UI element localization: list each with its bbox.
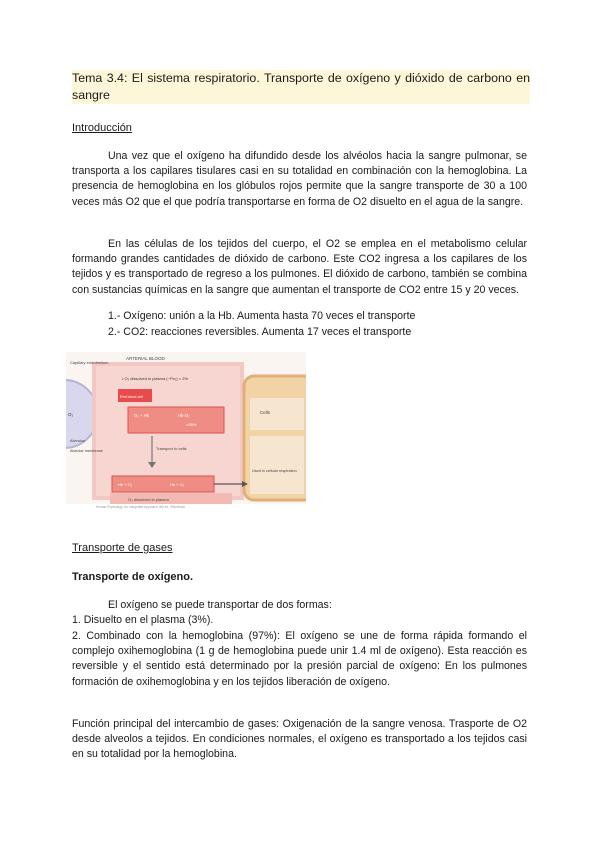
transport-lead: El oxígeno se puede transportar de dos formas: bbox=[108, 599, 332, 611]
cells-label: Cells bbox=[260, 410, 271, 415]
capillary-label: Capillary endothelium bbox=[70, 360, 109, 365]
page-title: Tema 3.4: El sistema respiratorio. Transporte de oxígeno y dióxido de carbono en sangre bbox=[72, 71, 530, 102]
rbc-equation-right: Hb-O₂ bbox=[178, 413, 190, 418]
figure-caption: Human Physiology: An Integrated Approach, 6th ed. Silverthorn bbox=[96, 505, 186, 509]
used-in-respiration-label: Used in cellular respiration bbox=[252, 469, 297, 473]
intro-list-item-1: 1.- Oxígeno: unión a la Hb. Aumenta hasta 70 veces el transporte bbox=[108, 310, 416, 322]
intro-paragraph-1: Una vez que el oxígeno ha difundido desde los alvéolos hacia la sangre pulmonar, se transporta a los capilares tisulares casi en su totalidad en combinación con la hemoglobina. La presencia de hemoglobina en los glóbulos rojos permite que la sangre transporte de 30 a 100 veces más O2 que el que podría transportarse en forma de O2 disuelto en el agua de la sangre. bbox=[72, 150, 527, 208]
transport-item-1: 1. Disuelto en el plasma (3%). bbox=[72, 614, 214, 626]
red-blood-cell-label: Red blood cell bbox=[120, 395, 143, 399]
gas-exchange-function: Función principal del intercambio de gases: Oxigenación de la sangre venosa. Trasporte de O2 desde alveolos a tejidos. En condiciones normales, el oxígeno es transportado a los tejidos casi en su totalidad por la hemoglobina. bbox=[72, 718, 527, 761]
oxygen-transport-subheading: Transporte de oxígeno. bbox=[72, 571, 194, 583]
tissue-equation-left: Hb + O₂ bbox=[118, 482, 133, 487]
intro-paragraph-2: En las células de los tejidos del cuerpo, el O2 se emplea en el metabolismo celular formando grandes cantidades de dióxido de carbono. Este CO2 ingresa a los capilares de los tejidos y es transportado de regreso a los pulmones. El dióxido de carbono, también se combina con sustancias químicas en la sangre que aumentan el transporte de CO2 entre 15 y 20 veces. bbox=[72, 238, 527, 296]
dissolved-in-plasma-label: O₂ dissolved in plasma bbox=[128, 497, 169, 502]
dissolved-equation: • O₂ dissolved in plasma (~Po₂) = 2% bbox=[122, 376, 189, 381]
arterial-blood-label: ARTERIAL BLOOD bbox=[126, 356, 165, 361]
oxygen-transport-figure bbox=[66, 352, 306, 510]
alveolus-label: Alveolus bbox=[70, 438, 86, 443]
transport-heading: Transporte de gases bbox=[72, 542, 173, 554]
intro-list-item-2: 2.- CO2: reacciones reversibles. Aumenta 17 veces el transporte bbox=[108, 326, 412, 338]
lung-reaction-box bbox=[128, 407, 224, 433]
transport-to-cells-label: Transport to cells bbox=[156, 446, 187, 451]
intro-heading: Introducción bbox=[72, 122, 132, 134]
transport-item-2: 2. Combinado con la hemoglobina (97%): El oxígeno se une de forma rápida formando el complejo oxihemoglobina (1 g de hemoglobina puede unir 1.4 ml de oxígeno). Esta reacción es reversible y el sentido está determinado por la presión parcial de oxígeno: En los pulmones formación de oxihemoglobina y en los tejidos liberación de oxígeno. bbox=[72, 630, 527, 688]
rbc-percentage: >98% bbox=[186, 422, 197, 427]
alveolar-membrane-label: Alveolar membrane bbox=[70, 449, 103, 453]
o2-label: O₂ bbox=[68, 412, 74, 417]
rbc-equation-left: O₂ + Hb bbox=[134, 413, 150, 418]
tissue-equation-right: Hb + O₂ bbox=[170, 482, 185, 487]
